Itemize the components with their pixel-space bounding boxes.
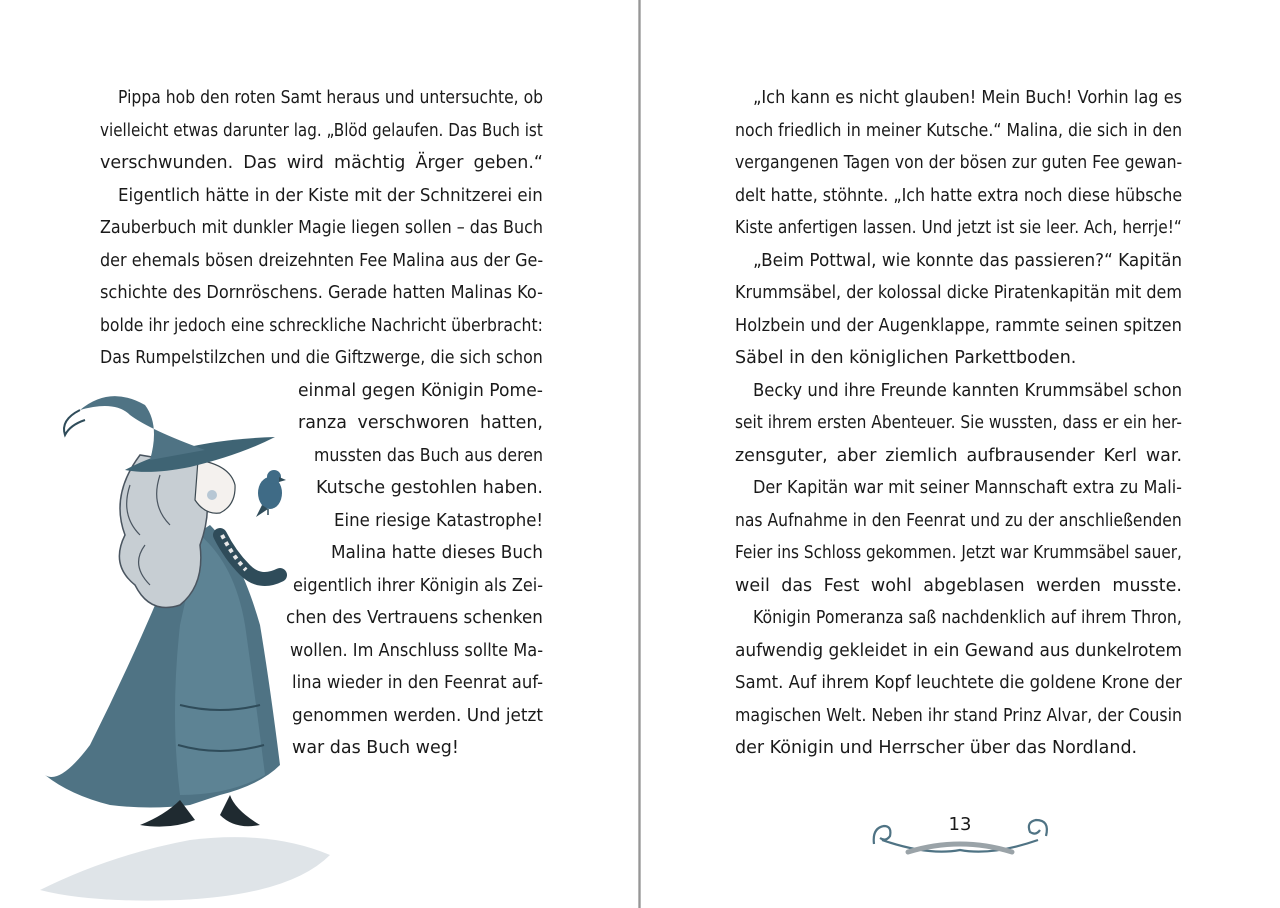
text-line: Holzbein und der Augenklappe, rammte seinen spitzen xyxy=(735,316,1182,336)
page-number: 13 xyxy=(948,814,972,835)
text-line: noch friedlich in meiner Kutsche.“ Malina, die sich in den xyxy=(735,121,1183,141)
text-line: Königin Pomeranza saß nachdenklich auf ihrem Thron, xyxy=(753,608,1182,628)
text-line: Eine riesige Katastrophe! xyxy=(334,511,544,531)
text-line: ranza verschworen hatten, xyxy=(298,413,544,433)
text-line: Malina hatte dieses Buch xyxy=(331,543,543,563)
text-line: der ehemals bösen dreizehnten Fee Malina aus der Ge- xyxy=(100,251,544,271)
text-line: einmal gegen Königin Pome- xyxy=(298,381,543,401)
text-line: vergangenen Tagen von der bösen zur guten Fee gewan- xyxy=(735,153,1183,173)
text-line: bolde ihr jedoch eine schreckliche Nachricht überbracht: xyxy=(100,316,543,336)
text-line: Säbel in den königlichen Parkettboden. xyxy=(735,348,1077,368)
text-line: eigentlich ihrer Königin als Zei- xyxy=(293,576,544,596)
text-line: verschwunden. Das wird mächtig Ärger geben.“ xyxy=(100,153,543,173)
text-line: Zauberbuch mit dunkler Magie liegen sollen – das Buch xyxy=(100,218,543,238)
text-line: vielleicht etwas darunter lag. „Blöd gelaufen. Das Buch ist xyxy=(100,121,543,141)
text-line: mussten das Buch aus deren xyxy=(314,446,543,466)
text-line: genommen werden. Und jetzt xyxy=(292,706,543,726)
left-page xyxy=(0,0,639,908)
text-line: war das Buch weg! xyxy=(292,738,459,758)
text-line: nas Aufnahme in den Feenrat und zu der anschließenden xyxy=(735,511,1182,531)
text-line: „Ich kann es nicht glauben! Mein Buch! Vorhin lag es xyxy=(753,88,1183,108)
text-line: „Beim Pottwal, wie konnte das passieren?“ Kapitän xyxy=(753,251,1183,271)
text-line: Kiste anfertigen lassen. Und jetzt ist sie leer. Ach, herrje!“ xyxy=(735,218,1182,238)
text-line: Feier ins Schloss gekommen. Jetzt war Krummsäbel sauer, xyxy=(735,543,1182,563)
text-line: aufwendig gekleidet in ein Gewand aus dunkelrotem xyxy=(735,641,1183,661)
text-line: wollen. Im Anschluss sollte Ma- xyxy=(290,641,544,661)
text-line: lina wieder in den Feenrat auf- xyxy=(292,673,544,693)
text-line: Der Kapitän war mit seiner Mannschaft extra zu Mali- xyxy=(753,478,1182,498)
right-page xyxy=(641,0,1280,908)
text-line: chen des Vertrauens schenken xyxy=(286,608,543,628)
text-line: Becky und ihre Freunde kannten Krummsäbel schon xyxy=(753,381,1183,401)
witch-with-bird-illustration xyxy=(30,385,340,905)
text-line: der Königin und Herrscher über das Nordland. xyxy=(735,738,1138,758)
text-line: Eigentlich hätte in der Kiste mit der Schnitzerei ein xyxy=(118,186,543,206)
text-line: Pippa hob den roten Samt heraus und untersuchte, ob xyxy=(118,88,544,108)
text-line: schichte des Dornröschens. Gerade hatten Malinas Ko- xyxy=(100,283,543,303)
text-line: magischen Welt. Neben ihr stand Prinz Alvar, der Cousin xyxy=(735,706,1183,726)
text-line: Samt. Auf ihrem Kopf leuchtete die goldene Krone der xyxy=(735,673,1182,693)
text-line: seit ihrem ersten Abenteuer. Sie wussten, dass er ein her- xyxy=(735,413,1182,433)
text-line: zensguter, aber ziemlich aufbrausender Kerl war. xyxy=(735,446,1183,466)
text-line: weil das Fest wohl abgeblasen werden musste. xyxy=(735,576,1182,596)
text-line: Krummsäbel, der kolossal dicke Piratenkapitän mit dem xyxy=(735,283,1182,303)
text-line: Das Rumpelstilzchen und die Giftzwerge, die sich schon xyxy=(100,348,543,368)
text-line: Kutsche gestohlen haben. xyxy=(316,478,543,498)
text-line: delt hatte, stöhnte. „Ich hatte extra noch diese hübsche xyxy=(735,186,1183,206)
